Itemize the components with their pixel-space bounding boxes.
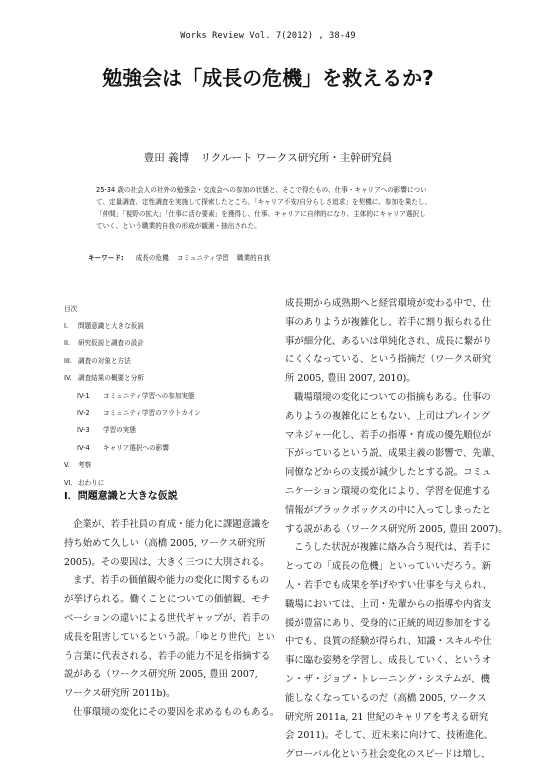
- toc-item-text: 考察: [78, 461, 92, 470]
- body-text-line: グローバル化という社会変化のスピードは増し、: [285, 749, 491, 761]
- body-text-line: こうした状況が複雑に絡み合う現代は、若手に: [294, 542, 491, 554]
- toc-item-text: キャリア選択への影響: [103, 443, 169, 452]
- section-heading: I．問題意識と大きな仮説: [64, 491, 178, 502]
- body-text-line: 2005)。その要因は、大きく三つに大別される。: [64, 556, 270, 568]
- left-column-text: [64, 516, 280, 723]
- toc-item-number: IV-4: [77, 443, 90, 452]
- body-text-line: にくくなっている、という指摘だ（ワークス研究: [285, 354, 492, 366]
- journal-header: Works Review Vol. 7(2012) , 38-49: [180, 31, 356, 41]
- toc-item: [64, 422, 264, 439]
- toc-item-number: V.: [64, 461, 70, 470]
- body-text-line: ニケーション環境の変化により、学習を促進する: [285, 485, 491, 497]
- body-text-line: まず、若手の価値観や能力の変化に関するもの: [73, 575, 270, 587]
- right-column-text: [285, 295, 508, 765]
- body-text-line: 事に臨む姿勢を学習し、成長していく、というオ: [285, 655, 492, 667]
- toc-item-text: コミュニティ学習のアウトカイン: [103, 408, 201, 417]
- toc-item-number: III.: [64, 356, 72, 365]
- abstract-line: て、定量調査、定性調査を実施して探索したところ、「キャリア不安/自分らしさ追求」を契機に、参加を果たし、: [96, 198, 432, 206]
- table-of-contents: [64, 303, 264, 492]
- toc-item-text: 調査の対象と方法: [78, 356, 131, 365]
- keyword: 職業的自我: [237, 254, 270, 262]
- toc-item-number: IV.: [64, 374, 72, 383]
- body-text-line: ありようの複雑化にともない、上司はプレイング: [285, 410, 491, 422]
- body-text-line: とっての「成長の危機」といっていいだろう。新: [285, 561, 492, 573]
- body-text-line: 人・若手でも成果を挙げやすい仕事を与えられ、: [285, 579, 492, 591]
- toc-item-text: おわりに: [78, 478, 105, 487]
- toc-item: [64, 335, 264, 352]
- author-affiliation: リクルート ワークス研究所・主幹研究員: [200, 152, 393, 164]
- body-text-line: 中でも、良質の経験が得られ、知識・スキルや仕: [285, 636, 492, 648]
- abstract-line: 「仲間」「視野の拡大」「仕事に活む要素」を獲得し、仕事、キャリアに自律的になり、主体的にキャリア選択し: [96, 210, 426, 218]
- toc-item-text: 問題意識と大きな仮説: [78, 322, 144, 330]
- toc-item-text: 研究仮説と調査の設計: [78, 339, 144, 348]
- toc-list: [64, 318, 264, 492]
- keywords-label: キーワード:: [88, 254, 124, 262]
- toc-item-number: II.: [64, 339, 70, 348]
- toc-item-number: VI.: [64, 478, 73, 487]
- body-text-line: 下がっているという説、成果主義の影響で、先輩、: [285, 448, 501, 460]
- toc-item-text: 学習の実態: [103, 426, 136, 435]
- body-text-line: ベーションの違いによる世代ギャップが、若手の: [64, 612, 270, 624]
- toc-item-text: 調査結果の概要と分析: [78, 374, 144, 383]
- body-text-line: 所 2005, 豊田 2007, 2010)。: [285, 373, 416, 385]
- body-text-line: 事のありようが複雑化し、若手に割り振られる仕: [285, 316, 492, 328]
- body-text-line: 会 2011)。そして、近未来に向けて、技術進化、: [285, 730, 494, 742]
- toc-item: [64, 457, 264, 474]
- body-text-line: う言葉に代表される、若手の能力不足を指摘する: [64, 650, 271, 662]
- keywords: [88, 252, 460, 262]
- toc-item: [64, 405, 264, 422]
- body-text-line: 同僚などからの支援が減少したとする説。コミュ: [285, 467, 492, 479]
- toc-item-number: IV-2: [77, 408, 90, 417]
- body-text-line: 職場環境の変化についての指摘もある。仕事の: [294, 391, 491, 403]
- body-text-line: が挙げられる。働くことについての価値観、モチ: [64, 594, 271, 606]
- body-text-line: 成長を阻害しているという説。「ゆとり世代」とい: [64, 631, 275, 643]
- body-text-line: 援が豊富にあり、受身的に正統的周辺参加をする: [285, 617, 492, 629]
- author-line: [0, 150, 536, 165]
- toc-item: [64, 440, 264, 457]
- toc-item-number: IV-3: [77, 426, 90, 435]
- abstract-line: ていく、という職業的自我の形成が観測・抽出された。: [96, 222, 261, 230]
- body-text-line: 職場においては、上司・先輩からの指導や内省支: [285, 598, 492, 610]
- body-text-line: 事が細分化、あるいは単純化され、成長に繋がり: [285, 335, 492, 347]
- keyword: コミュニティ学習: [176, 254, 229, 262]
- body-text-line: 情報がブラックボックスの中に入ってしまったと: [285, 504, 491, 516]
- body-text-line: ワークス研究所 2011b)。: [64, 688, 176, 700]
- body-text-line: 持ち始めて久しい（高橋 2005, ワークス研究所: [64, 537, 266, 549]
- toc-item-text: コミュニティ学習への参加実態: [103, 391, 195, 400]
- toc-item: [64, 353, 264, 370]
- abstract-line: 25-34 歳の社会人の社外の勉強会・交流会への参加の状態と、そこで得たもの、仕事・キャリアへの影響につい: [96, 186, 427, 194]
- toc-item: [64, 388, 264, 405]
- toc-item-number: IV-1: [77, 391, 90, 400]
- body-text-line: ン・ザ・ジョブ・トレーニング・システムが、機: [285, 673, 490, 685]
- toc-title: 目次: [64, 305, 78, 313]
- body-text-line: マネジャー化し、若手の指導・育成の優先順位が: [285, 429, 492, 441]
- body-text-line: 成長期から成熟期へと経営環境が変わる中で、仕: [285, 298, 492, 309]
- toc-item: [64, 318, 264, 335]
- keyword: 成長の危機: [135, 254, 169, 262]
- body-text-line: する説がある（ワークス研究所 2005, 豊田 2007)。: [285, 523, 508, 535]
- paper-title: 勉強会は「成長の危機」を救えるか?: [102, 66, 434, 90]
- body-text-line: 仕事環境の変化にその要因を求めるものもある。: [73, 706, 280, 718]
- body-text-line: 説がある（ワークス研究所 2005, 豊田 2007,: [64, 669, 258, 681]
- body-text-line: 研究所 2011a, 21 世紀のキャリアを考える研究: [285, 711, 489, 723]
- toc-item-number: I.: [64, 322, 69, 330]
- toc-item: [64, 370, 264, 387]
- body-text-line: 企業が、若手社員の育成・能力化に課題意識を: [73, 519, 270, 530]
- author-name: 豊田 義博: [143, 152, 190, 164]
- body-text-line: 能しなくなっているのだ（高橋 2005, ワークス: [285, 692, 487, 704]
- abstract: [88, 184, 460, 232]
